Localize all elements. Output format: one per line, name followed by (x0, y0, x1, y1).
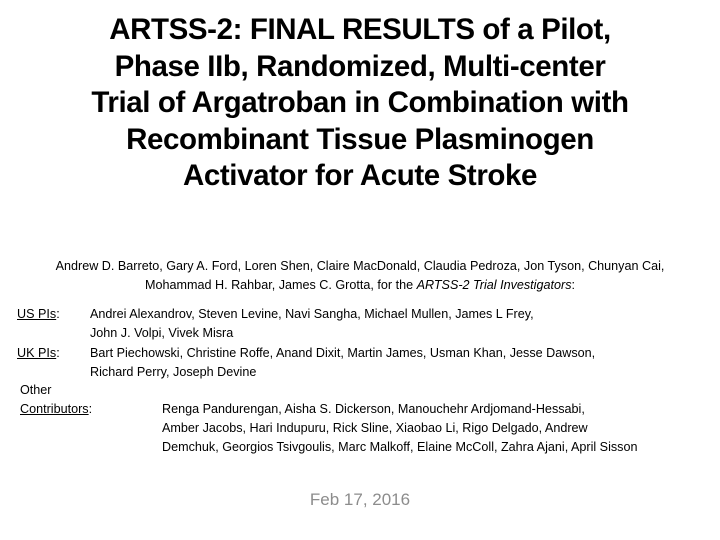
title-line: ARTSS-2: FINAL RESULTS of a Pilot, (109, 13, 611, 46)
author-line-text: Mohammad H. Rahbar, James C. Grotta, for the (145, 278, 417, 292)
uk-pis-names: Richard Perry, Joseph Devine (90, 365, 257, 379)
contributors-label: Contributors (20, 402, 89, 416)
author-line (12, 276, 708, 295)
label-colon: : (88, 402, 93, 416)
label-colon: : (56, 346, 60, 360)
title-line: Phase IIb, Randomized, Multi-center (114, 49, 606, 83)
author-line: Andrew D. Barreto, Gary A. Ford, Loren Shen, Claire MacDonald, Claudia Pedroza, Jon Tyson, Chunyan Cai, (55, 259, 665, 273)
contributors-names: Renga Pandurengan, Aisha S. Dickerson, Manouchehr Ardjomand-Hessabi, (162, 402, 585, 416)
contributors-names: Amber Jacobs, Hari Indupuru, Rick Sline, Xiaobao Li, Rigo Delgado, Andrew (162, 421, 588, 435)
us-pis-names: John J. Volpi, Vivek Misra (90, 326, 234, 340)
uk-pis-label-row (17, 344, 60, 363)
author-line-colon: : (571, 278, 575, 292)
title-line: Activator for Acute Stroke (182, 159, 538, 192)
slide-title (30, 12, 690, 195)
us-pis-label: US PIs (17, 307, 57, 321)
author-list (12, 257, 708, 295)
investigators-group: ARTSS-2 Trial Investigators (416, 278, 572, 292)
presentation-date: Feb 17, 2016 (309, 490, 411, 509)
us-pis-names: Andrei Alexandrov, Steven Levine, Navi Sangha, Michael Mullen, James L Frey, (90, 307, 534, 321)
other-label: Other (20, 383, 52, 397)
uk-pis-label: UK PIs (17, 346, 57, 360)
title-line: Trial of Argatroban in Combination with (91, 86, 629, 119)
title-line: Recombinant Tissue Plasminogen (126, 122, 594, 156)
label-colon: : (56, 307, 60, 321)
contributors-names: Demchuk, Georgios Tsivgoulis, Marc Malkoff, Elaine McColl, Zahra Ajani, April Sisson (162, 440, 638, 454)
uk-pis-names: Bart Piechowski, Christine Roffe, Anand Dixit, Martin James, Usman Khan, Jesse Dawson, (90, 346, 596, 360)
us-pis-label-row (17, 305, 60, 324)
contributors-label-row (20, 400, 92, 419)
